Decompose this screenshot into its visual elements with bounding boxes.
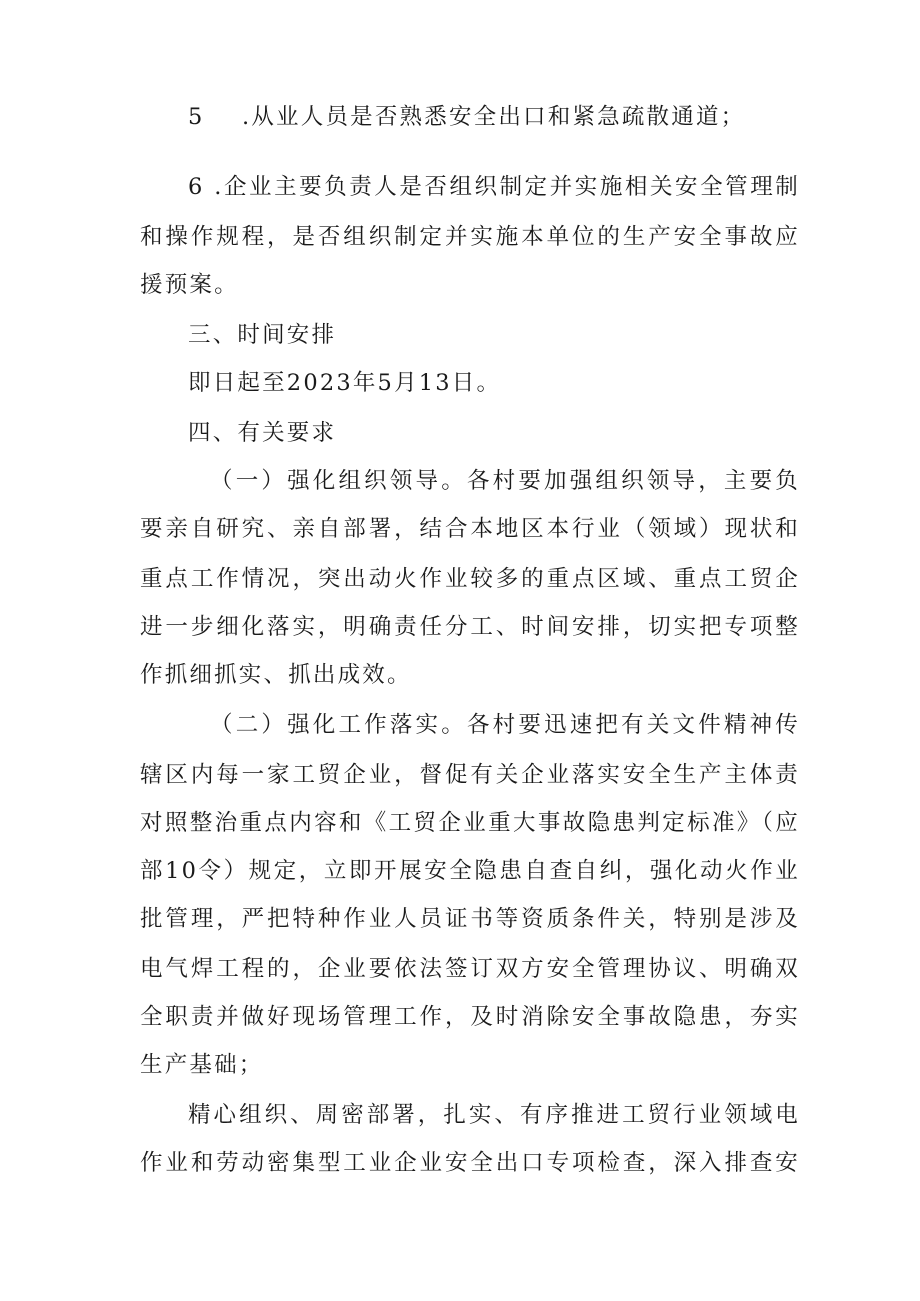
section-4-heading: 四、有关要求 — [188, 420, 337, 446]
item-6-line-2: 和操作规程，是否组织制定并实施本单位的生产安全事故应 — [140, 224, 800, 250]
req-2-line-2: 辖区内每一家工贸企业，督促有关企业落实安全生产主体责 — [140, 762, 800, 788]
req-2-line-1: （二）强化工作落实。各村要迅速把有关文件精神传 — [210, 712, 800, 738]
req-2-line-5: 批管理，严把特种作业人员证书等资质条件关，特别是涉及 — [140, 906, 800, 932]
req-1-line-5: 作抓细抓实、抓出成效。 — [140, 662, 412, 688]
req-1-line-3: 重点工作情况，突出动火作业较多的重点区域、重点工贸企 — [140, 566, 800, 592]
req-2-line-3: 对照整治重点内容和《工贸企业重大事故隐患判定标准》（应 — [140, 810, 800, 836]
req-2-line-4: 部10令）规定，立即开展安全隐患自查自纠，强化动火作业 — [140, 858, 800, 884]
req-2-line-6: 电气焊工程的，企业要依法签订双方安全管理协议、明确双 — [140, 956, 800, 982]
item-6-line-3: 援预案。 — [140, 272, 239, 298]
closing-line-2: 作业和劳动密集型工业企业安全出口专项检查，深入排查安 — [140, 1150, 800, 1176]
item-5-number: 5 — [188, 104, 203, 130]
req-1-line-2: 要亲自研究、亲自部署，结合本地区本行业（领域）现状和 — [140, 516, 800, 542]
section-3-heading: 三、时间安排 — [188, 322, 337, 348]
closing-line-1: 精心组织、周密部署，扎实、有序推进工贸行业领域电 — [188, 1102, 800, 1128]
req-2-line-8: 生产基础； — [140, 1052, 264, 1078]
req-1-line-4: 进一步细化落实，明确责任分工、时间安排，切实把专项整 — [140, 614, 800, 640]
req-1-line-1: （一）强化组织领导。各村要加强组织领导，主要负 — [210, 468, 800, 494]
item-5-text: .从业人员是否熟悉安全出口和紧急疏散通道； — [242, 104, 746, 130]
section-3-content: 即日起至2023年5月13日。 — [188, 370, 502, 396]
item-6-line-1: 6 .企业主要负责人是否组织制定并实施相关安全管理制 — [188, 174, 800, 200]
req-2-line-7: 全职责并做好现场管理工作，及时消除安全事故隐患，夯实 — [140, 1004, 800, 1030]
